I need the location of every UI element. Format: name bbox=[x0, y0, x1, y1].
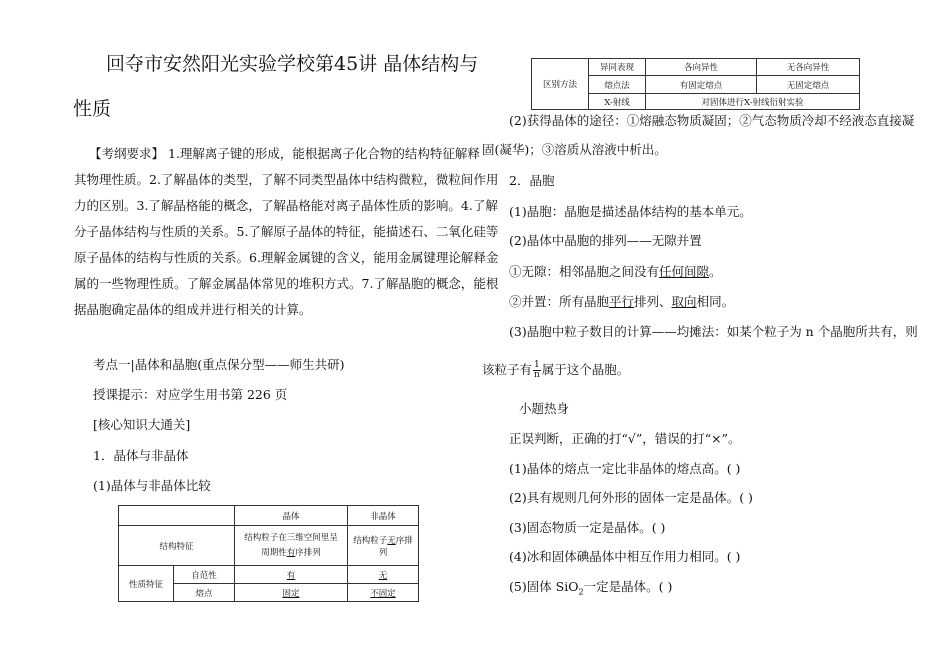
amorphous-melting-value: 不固定 bbox=[370, 588, 396, 599]
q5-post: 一定是晶体。( ) bbox=[583, 579, 673, 594]
method-melting-crystal: 有固定熔点 bbox=[646, 76, 757, 94]
unit-cell-arrangement: (2)晶体中晶胞的排列——无隙并置 bbox=[509, 233, 702, 248]
cell-crystal-melting bbox=[235, 584, 348, 602]
row-structure-label: 结构特征 bbox=[119, 526, 235, 566]
crystal-melting-value: 固定 bbox=[282, 588, 300, 599]
fraction-denominator: n bbox=[533, 370, 540, 380]
method-xray: X-射线 bbox=[589, 94, 646, 110]
question-5 bbox=[509, 579, 672, 600]
unit-cell-definition: (1)晶胞：晶胞是描述晶体结构的基本单元。 bbox=[509, 204, 752, 219]
count-method-line: (3)晶胞中粒子数目的计算——均摊法：如某个粒子为 n 个晶胞所共有，则 bbox=[509, 324, 918, 339]
crystal-structure-arrangement: 序排列 bbox=[295, 547, 321, 558]
lesson-reference: 授课提示：对应学生用书第 226 页 bbox=[93, 387, 288, 402]
header-difference: 异同表现 bbox=[589, 59, 646, 76]
header-crystal: 晶体 bbox=[235, 506, 348, 526]
question-2: (2)具有规则几何外形的固体一定是晶体。( ) bbox=[509, 490, 753, 505]
req-line: 属的一些物理性质。了解金属晶体常见的堆积方式。7.了解晶胞的概念，能根 bbox=[74, 276, 499, 291]
crystal-comparison-table bbox=[118, 505, 419, 602]
section-1a-heading: (1)晶体与非晶体比较 bbox=[93, 478, 211, 493]
question-3: (3)固态物质一定是晶体。( ) bbox=[509, 520, 666, 535]
crystal-self-shaping-value: 有 bbox=[286, 570, 296, 581]
fraction-line bbox=[482, 361, 629, 380]
warmup-heading: 小题热身 bbox=[519, 401, 570, 416]
cell-amorphous-melting bbox=[348, 584, 419, 602]
parallel-end: 相同。 bbox=[696, 294, 735, 309]
no-gap-text: ①无隙：相邻晶胞之间没有 bbox=[509, 264, 660, 279]
no-gap-end: 。 bbox=[709, 264, 722, 279]
cell-amorphous-self-shaping bbox=[348, 566, 419, 584]
core-knowledge-heading: [核心知识大通关] bbox=[93, 417, 191, 432]
req-line: 原子晶体的结构与性质的关系。6.理解金属键的含义，能用金属键理论解释金 bbox=[74, 250, 499, 265]
amorphous-structure-text: 结构粒子 bbox=[353, 535, 388, 546]
question-4: (4)冰和固体碘晶体中相互作用力相同。( ) bbox=[509, 549, 741, 564]
req-line: 其物理性质。2.了解晶体的类型，了解不同类型晶体中结构微粒，微粒间作用 bbox=[74, 172, 499, 187]
crystal-structure-ordered: 有 bbox=[286, 547, 296, 558]
kaodian-heading: 考点一|晶体和晶胞(重点保分型——师生共研) bbox=[93, 357, 345, 372]
orientation-answer: 取向 bbox=[671, 294, 697, 309]
title-line-1: 回夺市安然阳光实验学校第45讲 晶体结构与 bbox=[106, 53, 479, 75]
cell-amorphous-structure bbox=[348, 526, 419, 566]
req-line: 分子晶体结构与性质的关系。5.了解原子晶体的特征，能描述石、二氧化硅等 bbox=[74, 224, 499, 239]
q5-subscript: 2 bbox=[578, 587, 584, 597]
parallel-line bbox=[509, 294, 734, 309]
sub-melting-point: 熔点 bbox=[174, 584, 235, 602]
question-1: (1)晶体的熔点一定比非晶体的熔点高。( ) bbox=[509, 461, 741, 476]
section-1-heading: 1．晶体与非晶体 bbox=[93, 448, 189, 463]
fraction bbox=[533, 361, 541, 380]
no-gap-line bbox=[509, 264, 722, 279]
fraction-pre: 该粒子有 bbox=[482, 362, 533, 377]
req-line: 据晶胞确定晶体的组成并进行相关的计算。 bbox=[74, 302, 312, 317]
question-instructions: 正误判断，正确的打“√”，错误的打“×”。 bbox=[509, 431, 741, 446]
section-2-heading: 2．晶胞 bbox=[509, 173, 555, 188]
parallel-text: ②并置：所有晶胞 bbox=[509, 294, 610, 309]
header-isotropy: 无各向异性 bbox=[757, 59, 860, 76]
header-amorphous: 非晶体 bbox=[348, 506, 419, 526]
req-line: 力的区别。3.了解晶格能的概念，了解晶格能对离子晶体性质的影响。4.了解 bbox=[74, 198, 498, 213]
p2-line-2: 固(凝华)；③溶质从溶液中析出。 bbox=[482, 142, 667, 157]
amorphous-self-shaping-value: 无 bbox=[378, 570, 388, 581]
anisotropy-table bbox=[531, 58, 860, 110]
parallel-answer: 平行 bbox=[609, 294, 635, 309]
p2-line-1: (2)获得晶体的途径：①熔融态物质凝固；②气态物质冷却不经液态直接凝 bbox=[509, 113, 915, 128]
cell-crystal-self-shaping bbox=[235, 566, 348, 584]
row-method-label: 区别方法 bbox=[532, 59, 589, 110]
method-melting: 熔点法 bbox=[589, 76, 646, 94]
crystal-structure-text: 结构粒子在三维空间里呈 bbox=[244, 532, 338, 543]
amorphous-structure-disordered: 无 bbox=[387, 535, 396, 546]
fraction-post: 属于这个晶胞。 bbox=[541, 362, 630, 377]
method-melting-amorphous: 无固定熔点 bbox=[757, 76, 860, 94]
row-property-label: 性质特征 bbox=[119, 566, 174, 602]
title-line-2: 性质 bbox=[73, 98, 112, 120]
sub-self-shaping: 自范性 bbox=[174, 566, 235, 584]
no-gap-answer: 任何间隙 bbox=[659, 264, 710, 279]
crystal-structure-periodic: 周期性 bbox=[261, 547, 287, 558]
method-xray-value: 对固体进行X-射线衍射实验 bbox=[646, 94, 860, 110]
req-line: 【考纲要求】 1.理解离子键的形成，能根据离子化合物的结构特征解释 bbox=[89, 146, 480, 161]
requirements-block bbox=[74, 146, 499, 328]
fraction-numerator: 1 bbox=[534, 360, 540, 370]
header-anisotropy: 各向异性 bbox=[646, 59, 757, 76]
parallel-mid: 排列、 bbox=[634, 294, 672, 309]
amorphous-structure-arrangement: 序排列 bbox=[378, 535, 413, 558]
crystal-structure-text-2 bbox=[237, 546, 345, 561]
table-corner bbox=[119, 506, 235, 526]
q5-pre: (5)固体 SiO bbox=[509, 579, 579, 594]
cell-crystal-structure bbox=[235, 526, 348, 566]
